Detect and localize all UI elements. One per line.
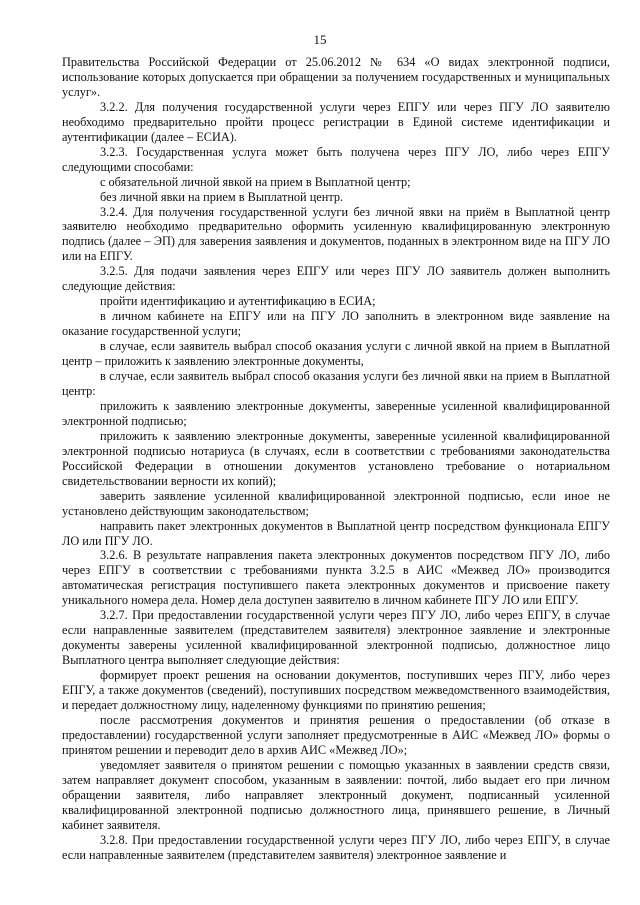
paragraph: пройти идентификацию и аутентификацию в ЕСИА;	[100, 294, 376, 309]
page-number: 15	[313, 32, 327, 47]
paragraph: в личном кабинете на ЕПГУ или на ПГУ ЛО заполнить в электронном виде заявление на оказание государственной услуги;	[62, 309, 610, 339]
paragraph: 3.2.8. При предоставлении государственной услуги через ПГУ ЛО, либо через ЕПГУ, в случае если направленные заявителем (представителем заявителя) электронное заявление и	[62, 832, 610, 862]
paragraph: направить пакет электронных документов в Выплатной центр посредством функционала ЕПГУ ЛО или ПГУ ЛО.	[62, 518, 610, 548]
paragraph: формирует проект решения на основании документов, поступивших через ПГУ, либо через ЕПГУ, а также документов (сведений), поступивших посредством межведомственного взаимодействия, и передает должностному лицу, наделенному функциями по принятию решения;	[62, 668, 610, 712]
paragraph: 3.2.4. Для получения государственной услуги без личной явки на приём в Выплатной центр заявителю необходимо предварительно оформить усиленную квалифицированную электронную подпись (далее – ЭП) для заверения заявления и документов, поданных в электронном виде на ПГУ ЛО или на ЕПГУ.	[62, 204, 610, 264]
paragraph: в случае, если заявитель выбрал способ оказания услуги без личной явки на прием в Выплатной центр:	[62, 369, 610, 398]
paragraph: 3.2.6. В результате направления пакета электронных документов посредством ПГУ ЛО, либо через ЕПГУ в соответствии с требованиями пункта 3.2.5 в АИС «Межвед ЛО» производится автоматическая регистрация поступившего пакета электронных документов и присвоение пакету уникального номера дела. Номер дела доступен заявителю в личном кабинете ПГУ ЛО или ЕПГУ.	[62, 548, 610, 608]
paragraph: с обязательной личной явкой на прием в Выплатной центр;	[100, 174, 411, 189]
paragraph: 3.2.2. Для получения государственной услуги через ЕПГУ или через ПГУ ЛО заявителю необходимо предварительно пройти процесс регистрации в Единой системе идентификации и аутентификации (далее – ЕСИА).	[62, 99, 610, 144]
paragraph: 3.2.7. При предоставлении государственной услуги через ПГУ ЛО, либо через ЕПГУ, в случае если направленные заявителем (представителем заявителя) электронное заявление и электронные документы заверены усиленной квалифицированной электронной подписью, должностное лицо Выплатного центра выполняет следующие действия:	[62, 608, 610, 668]
paragraph: 3.2.5. Для подачи заявления через ЕПГУ или через ПГУ ЛО заявитель должен выполнить следующие действия:	[62, 264, 610, 294]
paragraph: без личной явки на прием в Выплатной центр.	[100, 189, 344, 204]
paragraph: 3.2.3. Государственная услуга может быть получена через ПГУ ЛО, либо через ЕПГУ следующими способами:	[62, 144, 610, 174]
document-body	[62, 55, 610, 862]
paragraph: уведомляет заявителя о принятом решении с помощью указанных в заявлении средств связи, затем направляет документ способом, указанным в заявлении: почтой, либо выдает его при личном обращении заявителя, либо направляет электронный документ, подписанный усиленной квалифицированной электронной подписью должностного лица, принявшего решение, в Личный кабинет заявителя.	[62, 757, 610, 832]
paragraph: приложить к заявлению электронные документы, заверенные усиленной квалифицированной электронной подписью;	[62, 398, 610, 428]
paragraph: после рассмотрения документов и принятия решения о предоставлении (об отказе в предоставлении) государственной услуги заполняет предусмотренные в АИС «Межвед ЛО» формы о принятом решении и переводит дело в архив АИС «Межвед ЛО»;	[62, 712, 610, 757]
paragraph: заверить заявление усиленной квалифицированной электронной подписью, если иное не установлено действующим законодательством;	[62, 488, 610, 518]
paragraph: приложить к заявлению электронные документы, заверенные усиленной квалифицированной электронной подписью нотариуса (в случаях, если в соответствии с требованиями законодательства Российской Федерации в отношении документов установлено требование о нотариальном свидетельствовании верности их копий);	[62, 428, 610, 488]
paragraph: Правительства Российской Федерации от 25.06.2012 № 634 «О видах электронной подписи, использование которых допускается при обращении за получением государственных и муниципальных услуг».	[62, 55, 610, 99]
paragraph: в случае, если заявитель выбрал способ оказания услуги с личной явкой на прием в Выплатной центр – приложить к заявлению электронные документы,	[62, 339, 610, 369]
